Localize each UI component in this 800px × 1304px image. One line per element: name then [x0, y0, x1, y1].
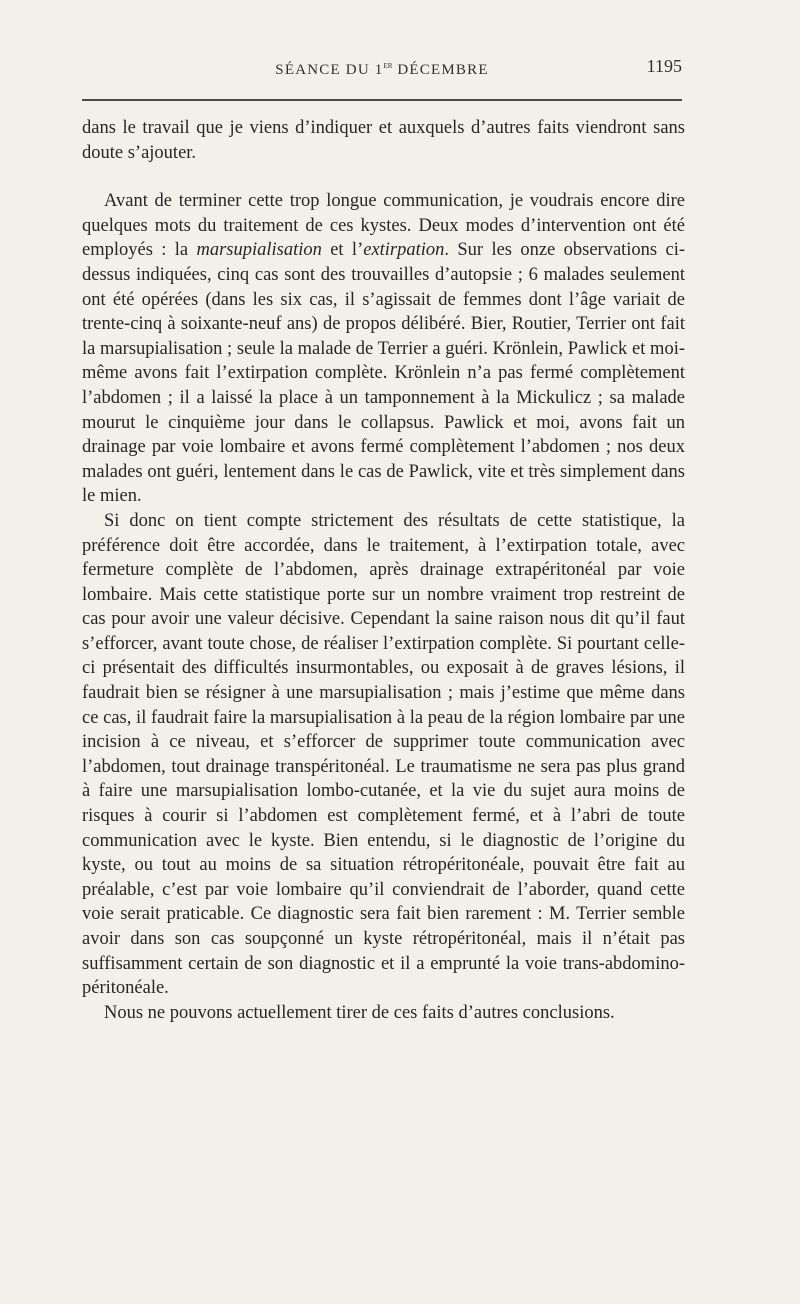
paragraph-treatment-modes-text-2: et l’ [321, 240, 364, 261]
page-number: 1195 [646, 56, 682, 76]
running-head [82, 60, 682, 79]
term-extirpation: extirpation [363, 240, 445, 261]
paragraph-treatment-modes-text-1: Avant de terminer cette trop longue communication, je voudrais encore dire quelques mots du traitement de ces kystes. Deux modes d’intervention ont été employés : la [82, 191, 685, 261]
page-body [82, 116, 685, 1025]
running-head-tail: DÉCEMBRE [392, 62, 489, 78]
running-head-main: SÉANCE DU 1 [275, 62, 384, 78]
paragraph-treatment-modes [82, 189, 685, 509]
paragraph-continuation: dans le travail que je viens d’indiquer et auxquels d’autres faits viendront sans doute s’ajouter. [82, 118, 685, 163]
paragraph-statistics: Si donc on tient compte strictement des résultats de cette statistique, la préférence doit être accordée, dans le traitement, à l’extirpation totale, avec fermeture complète de l’abdomen, après drainage extrapéritonéal par voie lombaire. Mais cette statistique porte sur un nombre vraiment trop restreint de cas pour avoir une valeur décisive. Cependant la saine raison nous dit qu’il faut s’efforcer, avant toute chose, de réaliser l’extirpation complète. Si pourtant celle-ci présentait des difficultés insurmontables, ou exposait à de graves lésions, il faudrait bien se résigner à une marsupialisation ; mais j’estime que même dans ce cas, il faudrait faire la marsupialisation à la peau de la région lombaire par une incision à ce niveau, et s’efforcer de supprimer toute communication avec l’abdomen, tout drainage transpéritonéal. Le traumatisme ne sera pas plus grand à faire une marsupialisation lombo-cutanée, et la vie du sujet aura moins de risques à courir si l’abdomen est complètement fermé, et à l’abri de toute communication avec le kyste. Bien entendu, si le diagnostic de l’origine du kyste, ou tout au moins de sa situation rétropéritonéale, pouvait être fait au préalable, c’est par voie lombaire qu’il conviendrait de l’aborder, quand cette voie serait praticable. Ce diagnostic sera fait bien rarement : M. Terrier semble avoir dans son cas soupçonné un kyste rétropéritonéal, mais il n’était pas suffisamment certain de son diagnostic et il a emprunté la voie trans-abdomino-péritonéale. [82, 510, 685, 999]
paragraph-conclusion: Nous ne pouvons actuellement tirer de ces faits d’autres conclusions. [104, 1002, 615, 1023]
header-rule [82, 99, 682, 101]
running-head-superscript: er [383, 60, 393, 71]
paragraph-treatment-modes-text-3: . Sur les onze observations ci-dessus indiquées, cinq cas sont des trouvailles d’autopsie ; 6 malades seulement ont été opérées (dans les six cas, il s’agissait de femmes dont l’âge variait de trente-cinq à soixante-neuf ans) de propos délibéré. Bier, Routier, Terrier ont fait la marsupialisation ; seule la malade de Terrier a guéri. Krönlein, Pawlick et moi-même avons fait l’extirpation complète. Krönlein n’a pas fermé complètement l’abdomen ; il a laissé la place à un tamponnement à la Mickulicz ; sa malade mourut le cinquième jour dans le collapsus. Pawlick et moi, avons fait un drainage par voie lombaire et avons fermé complètement l’abdomen ; nos deux malades ont guéri, lentement dans le cas de Pawlick, vite et très simplement dans le mien. [82, 240, 685, 507]
page-header [82, 52, 682, 86]
term-marsupialisation: marsupialisation [196, 240, 322, 261]
